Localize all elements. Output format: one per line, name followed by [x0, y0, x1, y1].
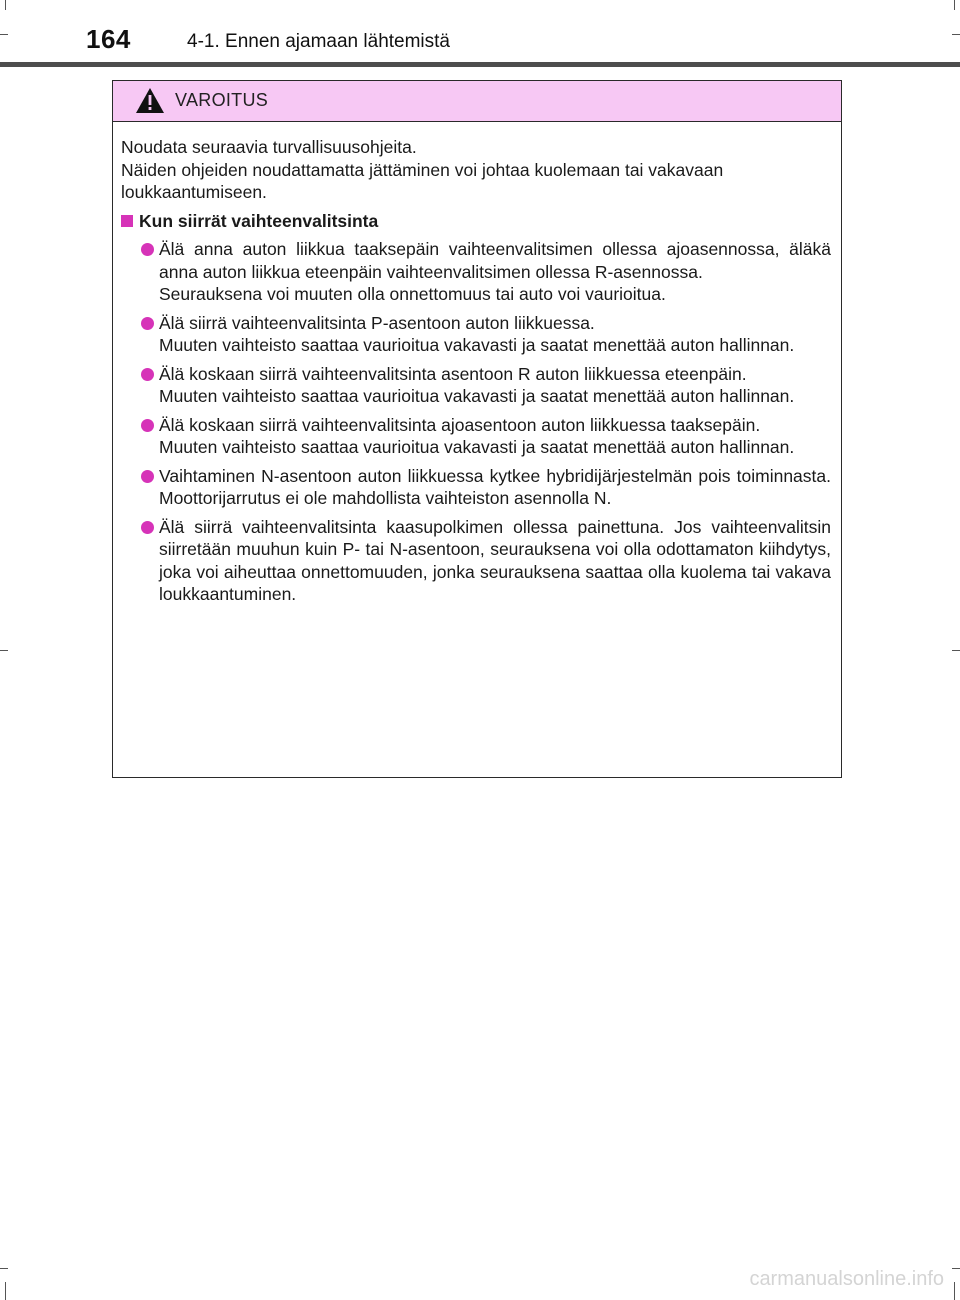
warning-triangle-icon	[135, 87, 165, 114]
bullet-main-text: Älä siirrä vaihteenvalitsinta kaasupolkimen ollessa painettuna. Jos vaihteenvalitsin siirretään muuhun kuin P- tai N-asentoon, seurauksena voi olla odottamaton kiihdytys, joka voi aiheuttaa onnettomuuden, jonka seurauksena saattaa olla kuolema tai vakava loukkaantuminen.	[159, 516, 831, 604]
crop-mark	[954, 1282, 955, 1300]
warning-box	[112, 80, 842, 778]
bullet-main-text: Älä koskaan siirrä vaihteenvalitsinta ajoasentoon auton liikkuessa taaksepäin.	[159, 414, 761, 435]
bullet-extra-text: Muuten vaihteisto saattaa vaurioitua vakavasti ja saatat menettää auton hallinnan.	[159, 386, 795, 406]
list-item	[121, 414, 831, 459]
list-item	[121, 516, 831, 606]
list-item	[121, 312, 831, 357]
circle-bullet-icon	[141, 243, 154, 256]
list-item	[121, 465, 831, 510]
warning-label: VAROITUS	[175, 90, 269, 110]
crop-mark	[5, 1282, 6, 1300]
list-item	[121, 238, 831, 306]
section-title: 4-1. Ennen ajamaan lähtemistä	[187, 31, 450, 52]
page-number: 164	[86, 24, 131, 54]
circle-bullet-icon	[141, 470, 154, 483]
header-rule	[0, 62, 960, 67]
crop-mark	[0, 650, 8, 651]
subsection-title: Kun siirrät vaihteenvalitsinta	[139, 210, 379, 231]
subsection-heading	[121, 210, 831, 233]
warning-header	[113, 81, 841, 122]
list-item	[121, 363, 831, 408]
watermark: carmanualsonline.info	[749, 1268, 944, 1290]
circle-bullet-icon	[141, 521, 154, 534]
crop-mark	[0, 1268, 8, 1269]
bullet-main-text: Älä koskaan siirrä vaihteenvalitsinta asentoon R auton liikkuessa eteenpäin.	[159, 363, 747, 384]
circle-bullet-icon	[141, 419, 154, 432]
circle-bullet-icon	[141, 317, 154, 330]
crop-mark	[952, 650, 960, 651]
bullet-list	[121, 238, 831, 606]
bullet-extra-text: Muuten vaihteisto saattaa vaurioitua vakavasti ja saatat menettää auton hallinnan.	[159, 335, 795, 355]
circle-bullet-icon	[141, 368, 154, 381]
intro-line: Noudata seuraavia turvallisuusohjeita.	[121, 137, 417, 157]
page-header	[0, 0, 960, 68]
bullet-extra-text: Muuten vaihteisto saattaa vaurioitua vakavasti ja saatat menettää auton hallinnan.	[159, 437, 795, 457]
crop-mark	[952, 1268, 960, 1269]
bullet-main-text: Älä anna auton liikkua taaksepäin vaihteenvalitsimen ollessa ajoasennossa, äläkä anna auton liikkua eteenpäin vaihteenvalitsimen ollessa R-asennossa.	[159, 239, 831, 282]
bullet-main-text: Älä siirrä vaihteenvalitsinta P-asentoon auton liikkuessa.	[159, 312, 595, 333]
warning-body	[113, 122, 841, 606]
square-bullet-icon	[121, 215, 133, 227]
bullet-extra-text: Seurauksena voi muuten olla onnettomuus tai auto voi vaurioitua.	[159, 284, 666, 304]
bullet-main-text: Vaihtaminen N-asentoon auton liikkuessa kytkee hybridijärjestelmän pois toiminnasta. Moottorijarrutus ei ole mahdollista vaihteiston asennolla N.	[159, 465, 831, 508]
intro-line: Näiden ohjeiden noudattamatta jättäminen voi johtaa kuolemaan tai vakavaan loukkaantumiseen.	[121, 159, 724, 202]
